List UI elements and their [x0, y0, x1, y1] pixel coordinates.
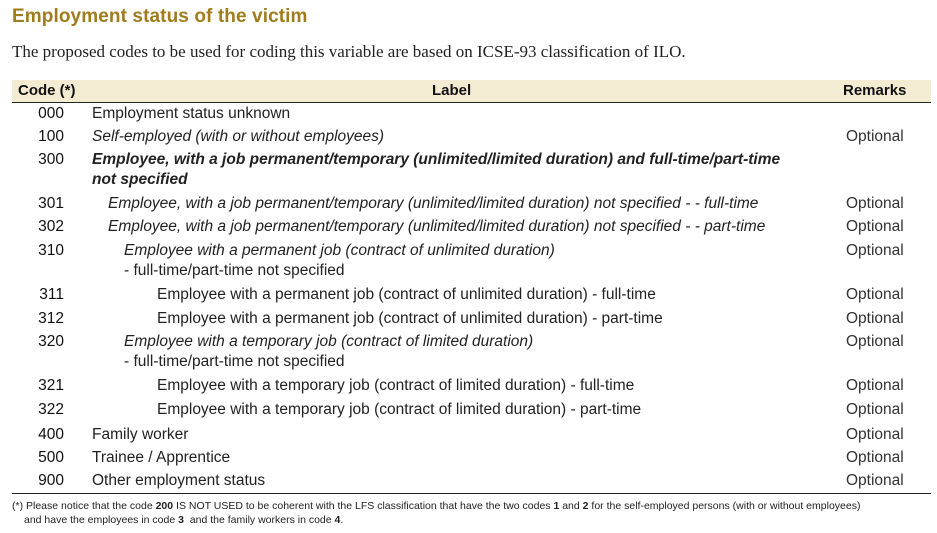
footnote-line-2 [12, 513, 927, 527]
row-label: Other employment status [92, 472, 266, 489]
footnote-text: (*) Please notice that the code [12, 500, 156, 512]
column-header-remarks: Remarks [843, 82, 907, 99]
row-code: 322 [38, 401, 64, 418]
footnote-text: . [340, 514, 344, 526]
row-label-continuation: - full-time/part-time not specified [124, 262, 345, 279]
row-label: Self-employed (with or without employees) [92, 128, 385, 145]
footnote-code-200: 200 [155, 500, 174, 512]
row-code: 301 [38, 195, 64, 212]
row-remark: Optional [846, 242, 904, 259]
row-label: Employee, with a job permanent/temporary (unlimited/limited duration) not specified - - full-time [108, 195, 759, 212]
row-remark: Optional [846, 377, 904, 394]
row-code: 900 [38, 472, 64, 489]
row-remark: Optional [846, 472, 904, 489]
footnote-text: for the self-employed persons (with or without employees) [588, 500, 861, 512]
table-header [12, 80, 931, 103]
column-header-code: Code (*) [18, 82, 76, 99]
row-remark: Optional [846, 128, 904, 145]
footnote-text: and [559, 500, 583, 512]
row-code: 100 [38, 128, 64, 145]
row-remark: Optional [846, 449, 904, 466]
row-code: 311 [39, 286, 64, 303]
row-label: Employee, with a job permanent/temporary (unlimited/limited duration) and full-time/part-time [92, 151, 781, 168]
row-code: 320 [38, 333, 64, 350]
row-code: 300 [38, 151, 64, 168]
row-code: 302 [38, 218, 64, 235]
row-code: 321 [38, 377, 64, 394]
row-code: 310 [38, 242, 64, 259]
row-remark: Optional [846, 195, 904, 212]
footnote-code-3: 3 [178, 514, 184, 526]
row-label: Employee, with a job permanent/temporary (unlimited/limited duration) not specified - - part-time [108, 218, 766, 235]
row-label: Employee with a permanent job (contract of unlimited duration) - full-time [157, 286, 656, 303]
row-label: Employment status unknown [92, 105, 291, 122]
footnote-code-2: 2 [582, 500, 589, 512]
row-label: Employee with a permanent job (contract of unlimited duration) - part-time [157, 310, 663, 327]
row-label-continuation: not specified [92, 171, 188, 188]
row-label: Employee with a temporary job (contract of limited duration) [124, 333, 534, 350]
footnote-line-1 [12, 499, 927, 513]
row-label-continuation: - full-time/part-time not specified [124, 353, 345, 370]
intro-text: The proposed codes to be used for coding this variable are based on ICSE-93 classification of ILO. [12, 42, 686, 61]
column-header-label: Label [432, 82, 472, 99]
row-remark: Optional [846, 426, 904, 443]
row-label: Trainee / Apprentice [92, 449, 231, 466]
row-label: Employee with a temporary job (contract of limited duration) - part-time [157, 401, 642, 418]
footnote-text: and have the employees in code [24, 514, 179, 526]
page-title: Employment status of the victim [12, 6, 308, 27]
row-code: 000 [38, 105, 64, 122]
footnote-text: and the family workers in code [183, 514, 335, 526]
row-code: 312 [38, 310, 64, 327]
row-remark: Optional [846, 310, 904, 327]
footnote [12, 499, 927, 527]
table-bottom-rule [12, 493, 931, 494]
footnote-code-4: 4 [334, 514, 341, 526]
row-code: 400 [38, 426, 64, 443]
row-code: 500 [38, 449, 64, 466]
row-remark: Optional [846, 286, 904, 303]
row-label: Employee with a permanent job (contract of unlimited duration) [124, 242, 555, 259]
row-remark: Optional [846, 401, 904, 418]
footnote-text: IS NOT USED to be coherent with the LFS classification that have the two codes [173, 500, 554, 512]
row-remark: Optional [846, 218, 904, 235]
row-label: Family worker [92, 426, 189, 443]
row-label: Employee with a temporary job (contract of limited duration) - full-time [157, 377, 635, 394]
row-remark: Optional [846, 333, 904, 350]
footnote-code-1: 1 [553, 500, 560, 512]
